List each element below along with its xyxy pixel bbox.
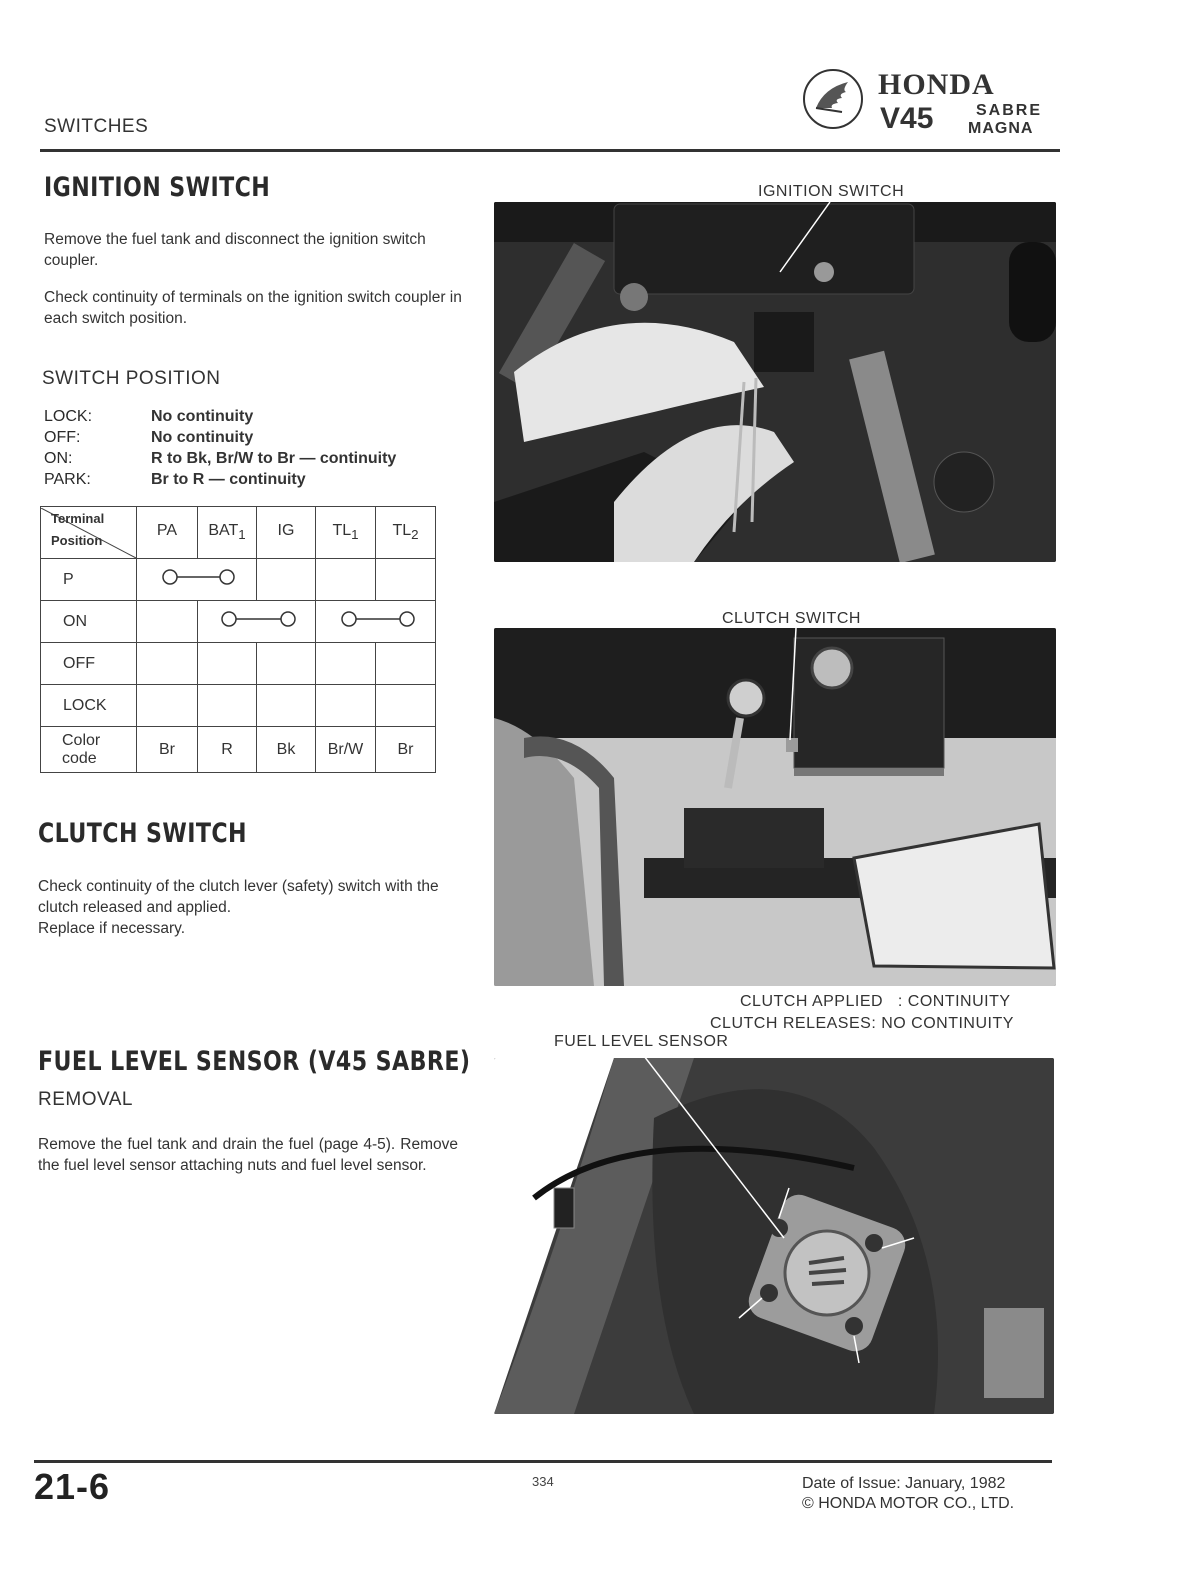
table-cell [257,685,316,727]
switch-position-list [44,406,396,490]
ignition-switch-photo [494,202,1056,562]
issue-date: Date of Issue: January, 1982 [802,1475,1006,1492]
position-off [44,427,396,448]
row-label: LOCK [41,685,137,727]
column-header [376,507,436,559]
table-cell [316,685,376,727]
column-header [316,507,376,559]
column-header-sub: 1 [351,527,359,543]
color-code-cell: Br/W [316,727,376,773]
brand-name: HONDA [878,68,995,101]
model-sub2: MAGNA [968,120,1034,137]
table-row [41,559,436,601]
clutch-note-released: CLUTCH RELEASES: NO CONTINUITY [710,1015,1014,1032]
ignition-para2: Check continuity of terminals on the ignition switch coupler in each switch position. [44,289,462,327]
honda-logo [800,66,1070,146]
fuel-title: FUEL LEVEL SENSOR (V45 SABRE) [38,1046,471,1077]
fuel-para: Remove the fuel tank and drain the fuel (page 4-5). Remove the fuel level sensor attaching nuts and fuel level sensor. [38,1136,458,1174]
position-lock [44,406,396,427]
color-code-cell: Bk [257,727,316,773]
table-cell [316,643,376,685]
column-header [257,507,316,559]
column-header-main: TL [332,522,352,540]
column-header-main: BAT [208,522,239,540]
switch-position-heading: SWITCH POSITION [42,368,221,389]
position-value: No continuity [151,429,254,446]
position-value: R to Bk, Br/W to Br — continuity [151,450,397,467]
row-label: ON [41,601,137,643]
table-cell [376,643,436,685]
clutch-switch-photo [494,628,1056,986]
column-header-main: IG [277,522,295,540]
table-row [41,643,436,685]
table-cell [376,559,436,601]
column-header-main: TL [392,522,412,540]
copyright: © HONDA MOTOR CO., LTD. [802,1495,1015,1512]
model-name: V45 [880,102,934,135]
clutch-note-applied: CLUTCH APPLIED : CONTINUITY [740,993,1011,1010]
column-header-sub: 1 [238,527,246,543]
table-row [41,685,436,727]
ignition-photo-illustration [494,202,1056,562]
table-cell [137,601,198,643]
row-label: P [41,559,137,601]
scan-number: 334 [532,1474,554,1489]
position-on [44,448,396,469]
honda-wing-icon [802,68,864,130]
position-park [44,469,396,490]
table-cell [137,643,198,685]
row-label: OFF [41,643,137,685]
table-header-row [41,507,436,559]
clutch-para: Check continuity of the clutch lever (safety) switch with the clutch released and applied. Replace if necessary. [38,878,439,937]
table-cell [198,643,257,685]
continuity-table [40,506,436,773]
fuel-sensor-photo [494,1058,1054,1414]
table-cell [257,559,316,601]
fuel-photo-caption: FUEL LEVEL SENSOR [554,1033,729,1050]
header-rule [40,149,1060,152]
clutch-photo-illustration [494,628,1056,986]
column-header [137,507,198,559]
connection-symbol [317,607,435,631]
section-label: SWITCHES [44,116,149,137]
table-corner [41,507,137,559]
corner-terminal-label: Terminal [51,510,105,526]
connection-symbol [199,607,315,631]
table-cell [257,643,316,685]
color-code-cell: Br [137,727,198,773]
footer-rule [34,1460,1052,1463]
connection-symbol [138,565,256,589]
page-number: 21-6 [34,1466,111,1507]
clutch-title: CLUTCH SWITCH [38,818,247,849]
connection-tl1-tl2 [316,601,436,643]
ignition-para1: Remove the fuel tank and disconnect the ignition switch coupler. [44,231,426,269]
table-cell [137,685,198,727]
column-header [198,507,257,559]
position-key: ON: [44,450,73,467]
position-value: No continuity [151,408,254,425]
position-value: Br to R — continuity [151,471,306,488]
corner-position-label: Position [51,532,103,548]
color-code-cell: Br [376,727,436,773]
position-key: PARK: [44,471,91,488]
column-header-main: PA [156,522,178,540]
position-key: LOCK: [44,408,93,425]
fuel-subtitle: REMOVAL [38,1089,134,1110]
table-cell [316,559,376,601]
color-code-label: Color code [41,727,137,773]
connection-bat1-ig [198,601,316,643]
column-header-sub: 2 [411,527,419,543]
issue-info [802,1474,1014,1514]
position-key: OFF: [44,429,81,446]
color-code-cell: R [198,727,257,773]
color-code-row [41,727,436,773]
table-cell [198,685,257,727]
clutch-photo-caption: CLUTCH SWITCH [722,610,861,627]
model-sub1: SABRE [976,102,1043,119]
ignition-title: IGNITION SWITCH [44,172,271,203]
table-row [41,601,436,643]
fuel-photo-illustration [494,1058,1054,1414]
table-cell [376,685,436,727]
connection-pa-bat1 [137,559,257,601]
ignition-photo-caption: IGNITION SWITCH [758,183,905,200]
